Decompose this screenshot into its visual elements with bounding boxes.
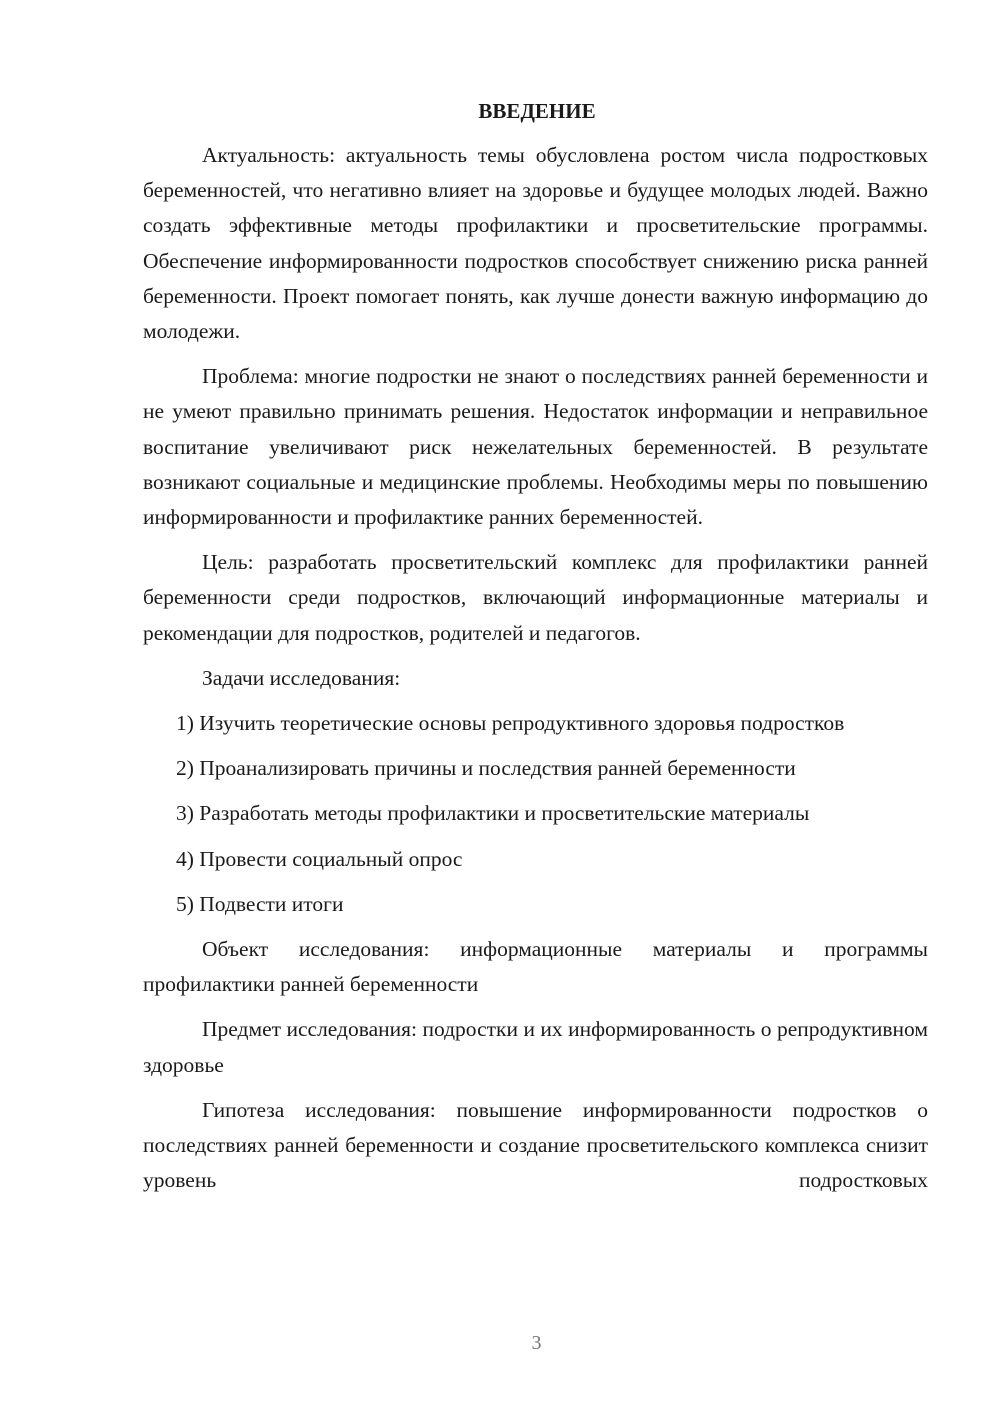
page-number: 3 — [531, 1332, 542, 1354]
paragraph-subject: Предмет исследования: подростки и их информированность о репродуктивном здоровье — [143, 1017, 928, 1077]
task-item: 3) Разработать методы профилактики и просветительские материалы — [176, 801, 810, 826]
paragraph-goal: Цель: разработать просветительский комплекс для профилактики ранней беременности среди подростков, включающий информационные материалы и рекомендации для подростков, родителей и педагогов. — [143, 550, 928, 645]
task-item: 2) Проанализировать причины и последствия ранней беременности — [176, 756, 796, 781]
paragraph-hypothesis: Гипотеза исследования: повышение информированности подростков о последствиях ранней беременности и создание просветительского комплекса снизит уровень подростковых — [143, 1097, 928, 1193]
task-item: 5) Подвести итоги — [176, 891, 344, 916]
page-title: ВВЕДЕНИЕ — [478, 99, 596, 123]
paragraph-relevance: Актуальность: актуальность темы обусловлена ростом числа подростковых беременностей, что негативно влияет на здоровье и будущее молодых людей. Важно создать эффективные методы профилактики и просветительские программы. Обеспечение информированности подростков способствует снижению риска ранней беременности. Проект помогает понять, как лучше донести важную информацию до молодежи. — [143, 143, 928, 344]
paragraph-object: Объект исследования: информационные материалы и программы профилактики ранней беременности — [143, 937, 928, 997]
tasks-heading: Задачи исследования: — [202, 665, 401, 690]
paragraph-problem: Проблема: многие подростки не знают о последствиях ранней беременности и не умеют правильно принимать решения. Недостаток информации и неправильное воспитание увеличивают риск нежелательных беременностей. В результате возникают социальные и медицинские проблемы. Необходимы меры по повышению информированности и профилактике ранних беременностей. — [143, 364, 928, 530]
page-content — [143, 95, 928, 1208]
task-item: 4) Провести социальный опрос — [176, 846, 463, 871]
task-item: 1) Изучить теоретические основы репродуктивного здоровья подростков — [176, 711, 845, 736]
